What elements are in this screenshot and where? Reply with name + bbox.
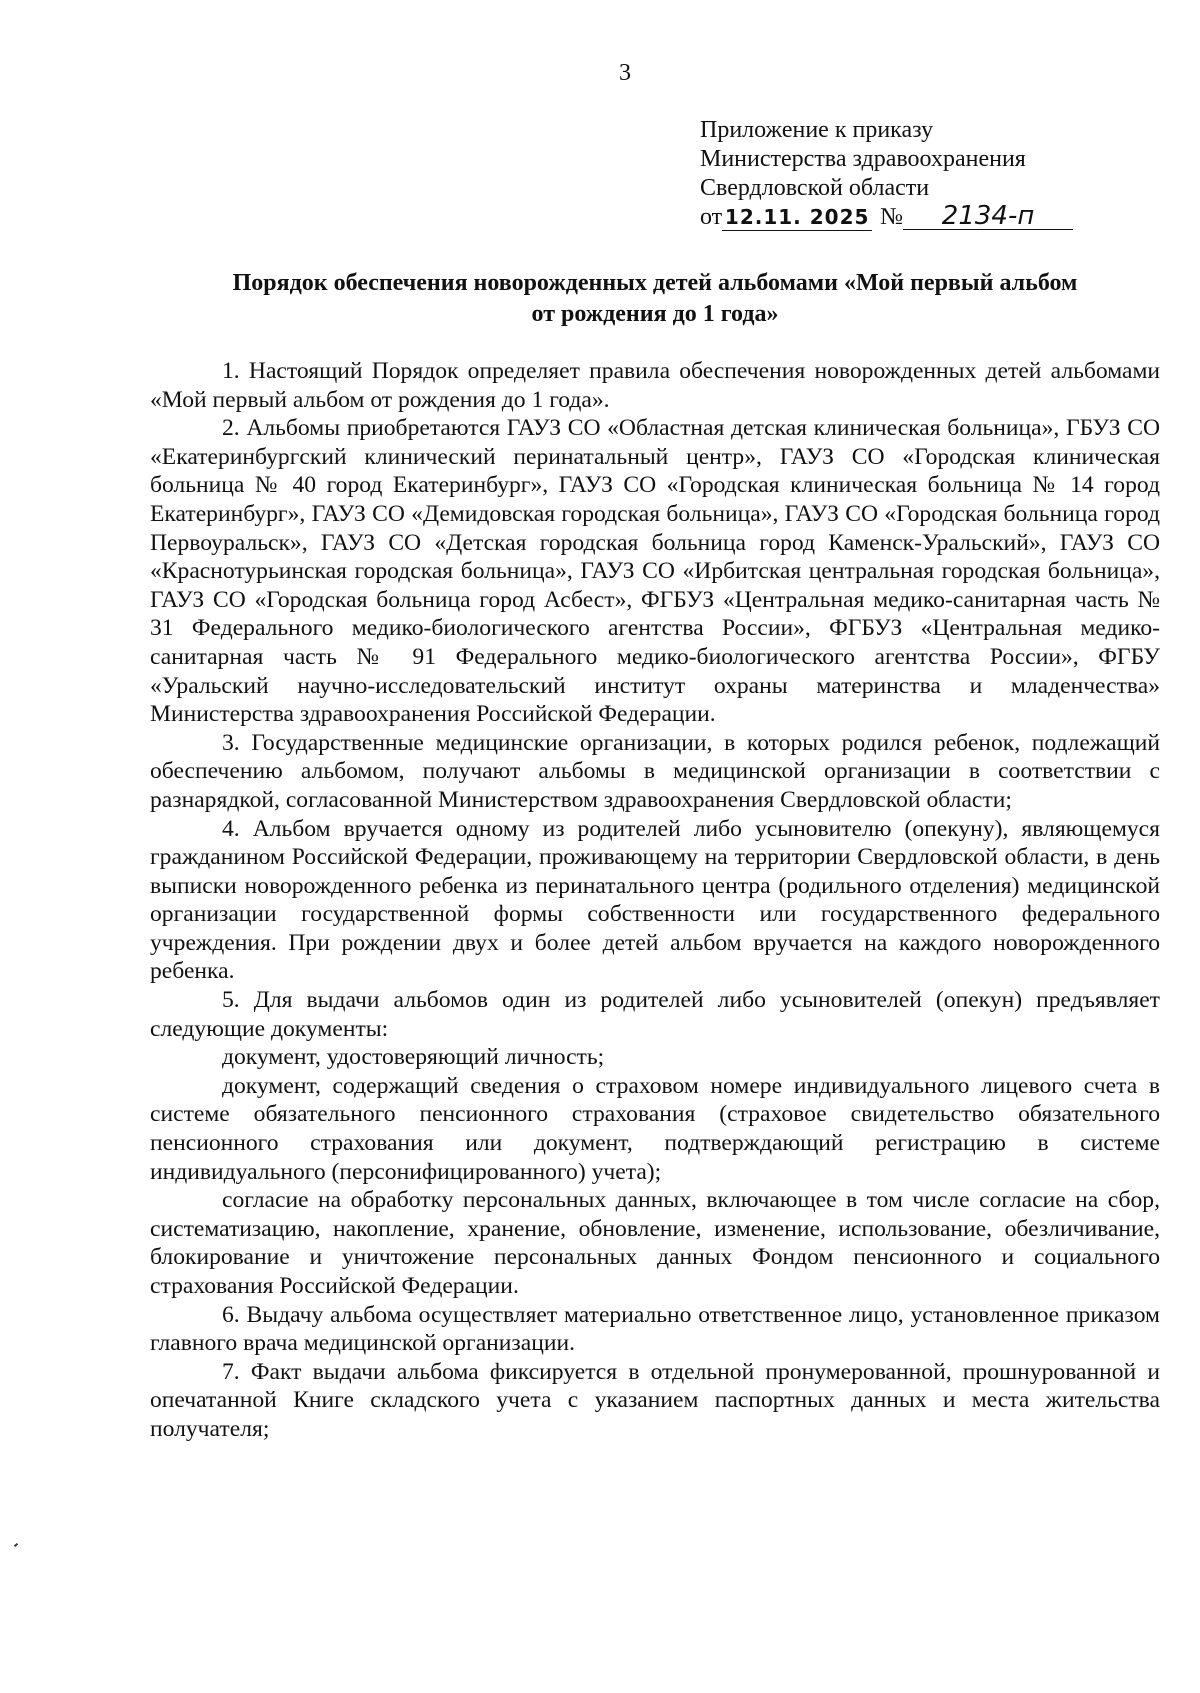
order-date-number-line <box>700 203 1140 232</box>
paragraph-4: 4. Альбом вручается одному из родителей либо усыновителю (опекуну), являющемуся гражданином Российской Федерации, проживающему на территории Свердловской области, в день выписки новорожденного ребенка из перинатального центра (родильного отделения) медицинской организации государственной формы собственности или государственного федерального учреждения. При рождении двух и более детей альбом вручается на каждого новорожденного ребенка. <box>150 815 1160 985</box>
appendix-header <box>700 116 1140 232</box>
title-line-1: Порядок обеспечения новорожденных детей альбомами «Мой первый альбом <box>232 270 1078 296</box>
page-number: 3 <box>619 60 631 86</box>
order-number-handwritten: 2134-п <box>903 203 1073 230</box>
list-item-insurance-document: документ, содержащий сведения о страховом номере индивидуального лицевого счета в системе обязательного пенсионного страхования (страховое свидетельство обязательного пенсионного страхования или документ, подтверждающий регистрацию в системе индивидуального (персонифицированного) учета); <box>150 1072 1160 1185</box>
order-date-handwritten: 12.11. 2025 <box>722 204 872 231</box>
paragraph-3: 3. Государственные медицинские организации, в которых родился ребенок, подлежащий обеспечению альбомом, получают альбомы в медицинской организации в соответствии с разнарядкой, согласованной Министерством здравоохранения Свердловской области; <box>150 729 1160 813</box>
date-prefix: от <box>700 204 723 230</box>
title-line-2: от рождения до 1 года» <box>531 301 779 327</box>
scan-artifact <box>14 1543 18 1547</box>
list-item-consent: согласие на обработку персональных данных, включающее в том числе согласие на сбор, систематизацию, накопление, хранение, обновление, изменение, использование, обезличивание, блокирование и уничтожение персональных данных Фондом пенсионного и социального страхования Российской Федерации. <box>150 1187 1160 1299</box>
document-title <box>150 268 1160 330</box>
list-item-identity-document: документ, удостоверяющий личность; <box>222 1044 605 1071</box>
paragraph-2: 2. Альбомы приобретаются ГАУЗ СО «Областная детская клиническая больница», ГБУЗ СО «Екатеринбургский клинический перинатальный центр», ГАУЗ СО «Городская клиническая больница № 40 город Екатеринбург», ГАУЗ СО «Городская клиническая больница № 14 город Екатеринбург», ГАУЗ СО «Демидовская городская больница», ГАУЗ СО «Городская больница город Первоуральск», ГАУЗ СО «Детская городская больница город Каменск-Уральский», ГАУЗ СО «Краснотурьинская городская больница», ГАУЗ СО «Ирбитская центральная городская больница», ГАУЗ СО «Городская больница город Асбест», ФГБУЗ «Центральная медико-санитарная часть № 31 Федерального медико-биологического агентства России», ФГБУЗ «Центральная медико-санитарная часть № 91 Федерального медико-биологического агентства России», ФГБУ «Уральский научно-исследовательский институт охраны материнства и младенчества» Министерства здравоохранения Российской Федерации. <box>150 415 1160 728</box>
appendix-line-1: Приложение к приказу <box>700 117 934 143</box>
paragraph-6: 6. Выдачу альбома осуществляет материально ответственное лицо, установленное приказом главного врача медицинской организации. <box>150 1301 1160 1357</box>
number-prefix: № <box>880 204 904 230</box>
paragraph-5: 5. Для выдачи альбомов один из родителей либо усыновителей (опекун) предъявляет следующие документы: <box>150 987 1160 1042</box>
appendix-line-2: Министерства здравоохранения <box>700 146 1026 172</box>
paragraph-1: 1. Настоящий Порядок определяет правила обеспечения новорожденных детей альбомами «Мой первый альбом от рождения до 1 года». <box>150 358 1160 413</box>
paragraph-7: 7. Факт выдачи альбома фиксируется в отдельной пронумерованной, прошнурованной и опечатанной Книге складского учета с указанием паспортных данных и места жительства получателя; <box>150 1358 1160 1442</box>
appendix-line-3: Свердловской области <box>700 175 930 201</box>
document-body <box>150 357 1160 1444</box>
